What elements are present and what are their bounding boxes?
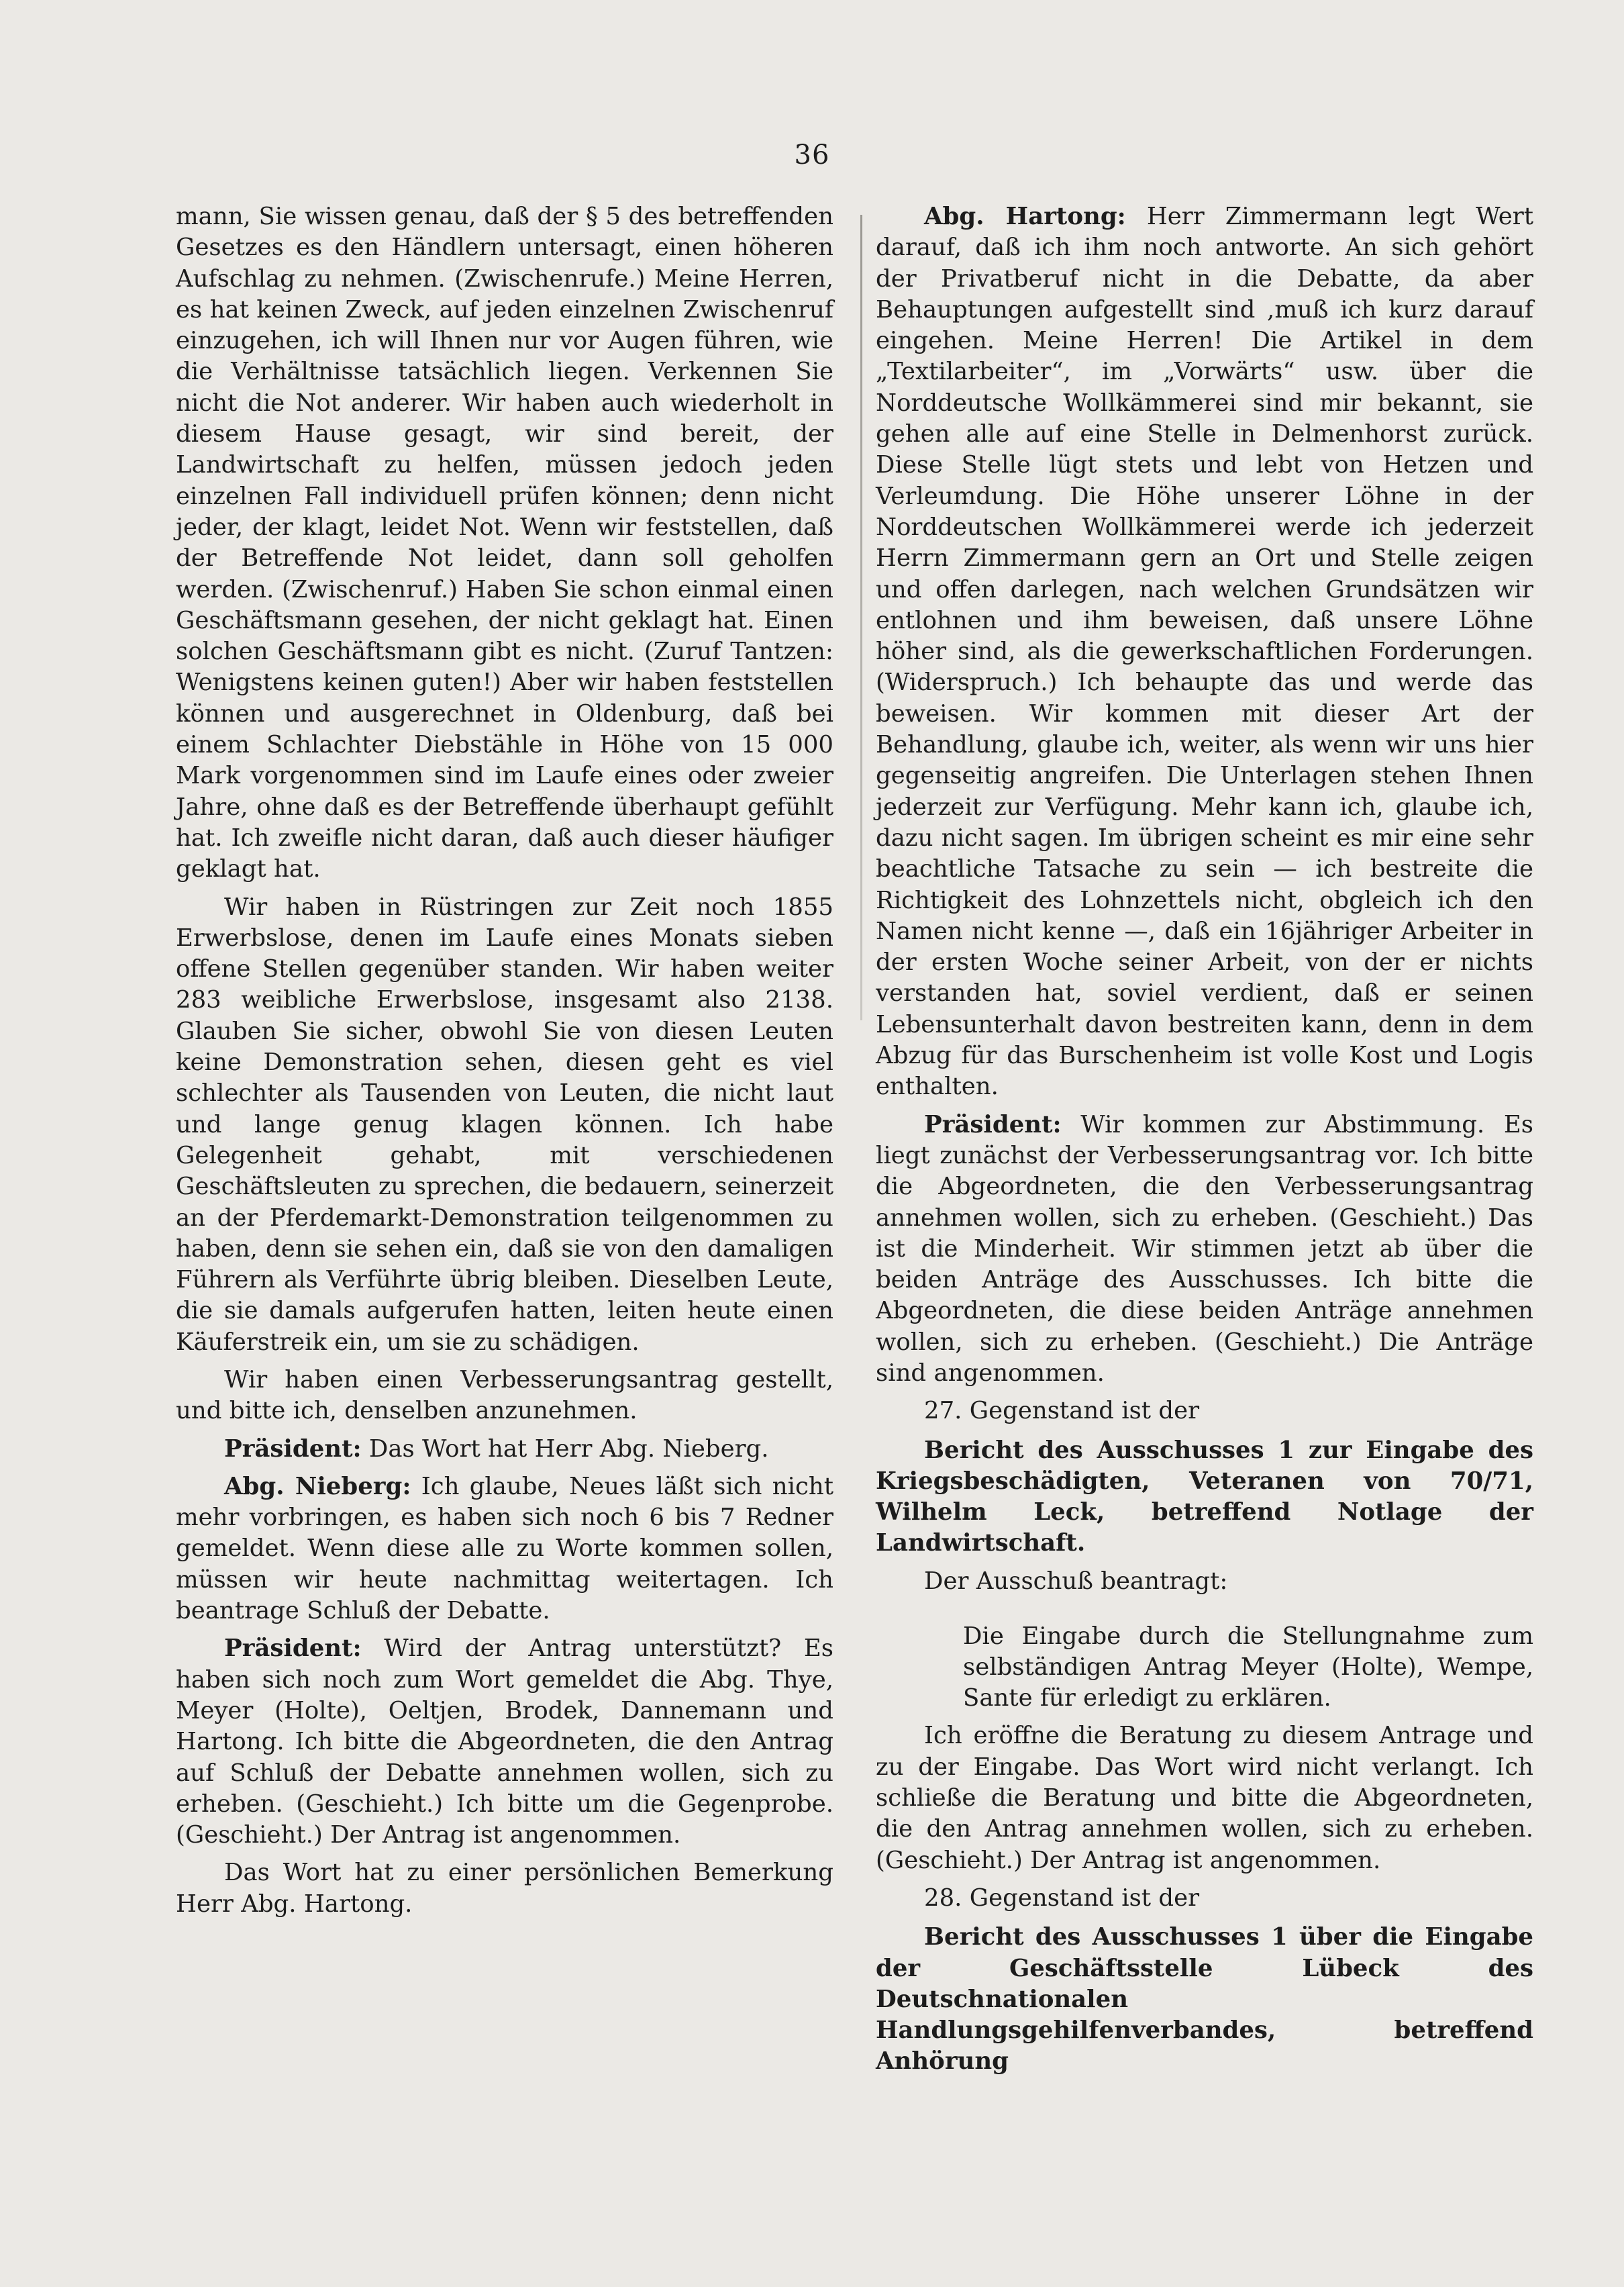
agenda-item: 27. Gegenstand ist der — [924, 1397, 1200, 1425]
motion-quote: Die Eingabe durch die Stellungnahme zum selbständigen Antrag Meyer (Holte), Wempe, Sante für erledigt zu erklären. — [963, 1622, 1533, 1712]
speaker-label: Präsident: — [224, 1434, 362, 1463]
paragraph: Ich eröffne die Beratung zu diesem Antrage und zu der Eingabe. Das Wort wird nicht verlangt. Ich schließe die Beratung und bitte die Abgeordneten, die den Antrag annehmen wollen, sich zu erheben. (Geschieht.) Der Antrag ist angenommen. — [876, 1722, 1533, 1874]
speech-paragraph: Präsident: Wird der Antrag unterstützt? Es haben sich noch zum Wort gemeldet die Abg. Thye, Meyer (Holte), Oeltjen, Brodek, Dannemann und Hartong. Ich bitte die Abgeordneten, die den Antrag auf Schluß der Debatte annehmen wollen, sich zu erheben. (Geschieht.) Ich bitte um die Gegenprobe. (Geschieht.) Der Antrag ist angenommen. — [176, 1635, 833, 1849]
paragraph: Das Wort hat zu einer persönlichen Bemerkung Herr Abg. Hartong. — [176, 1859, 833, 1918]
speech-paragraph: Abg. Hartong: Herr Zimmermann legt Wert darauf, daß ich ihm noch antworte. An sich gehört der Privatberuf nicht in die Debatte, da aber Behauptungen aufgestellt sind ,muß ich kurz darauf eingehen. Meine Herren! Die Artikel in dem „Textilarbeiter“, im „Vorwärts“ usw. über die Norddeutsche Wollkämmerei sind mir bekannt, sie gehen alle auf eine Stelle in Delmenhorst zurück. Diese Stelle lügt stets und lebt von Hetzen und Verleumdung. Die Höhe unserer Löhne in der Norddeutschen Wollkämmerei werde ich jederzeit Herrn Zimmermann gern an Ort und Stelle zeigen und offen darlegen, nach welchen Grundsätzen wir entlohnen und ihm beweisen, daß unsere Löhne höher sind, als die gewerkschaftlichen Forderungen. (Widerspruch.) Ich behaupte das und werde das beweisen. Wir kommen mit dieser Art der Behandlung, glaube ich, weiter, als wenn wir uns hier gegenseitig angreifen. Die Unterlagen stehen Ihnen jederzeit zur Verfügung. Mehr kann ich, glaube ich, dazu nicht sagen. Im übrigen scheint es mir eine sehr beachtliche Tatsache zu sein — ich bestreite die Richtigkeit des Lohnzettels nicht, obgleich ich den Namen nicht kenne —, daß ein 16jähriger Arbeiter in der ersten Woche seiner Arbeit, von der er nichts verstanden hat, soviel verdient, daß er seinen Lebensunterhalt davon bestreiten kann, denn in dem Abzug für das Burschenheim ist volle Kost und Logis enthalten. — [876, 203, 1533, 1101]
agenda-heading: Bericht des Ausschusses 1 über die Eingabe der Geschäftsstelle Lübeck des Deutschnationalen Handlungsgehilfenverbandes, betreffend Anhörung — [876, 1923, 1533, 2076]
paragraph: mann, Sie wissen genau, daß der § 5 des betreffenden Gesetzes es den Händlern untersagt, einen höheren Aufschlag zu nehmen. (Zwischenrufe.) Meine Herren, es hat keinen Zweck, auf jeden einzelnen Zwischenruf einzugehen, ich will Ihnen nur vor Augen führen, wie die Verhältnisse tatsächlich liegen. Verkennen Sie nicht die Not anderer. Wir haben auch wiederholt in diesem Hause gesagt, wir sind bereit, der Landwirtschaft zu helfen, müssen jedoch jeden einzelnen Fall individuell prüfen können; denn nicht jeder, der klagt, leidet Not. Wenn wir feststellen, daß der Betreffende Not leidet, dann soll geholfen werden. (Zwischenruf.) Haben Sie schon einmal einen Geschäftsmann gesehen, der nicht geklagt hat. Einen solchen Geschäftsmann gibt es nicht. (Zuruf Tantzen: Wenigstens keinen guten!) Aber wir haben feststellen können und ausgerechnet in Oldenburg, daß bei einem Schlachter Diebstähle in Höhe von 15 000 Mark vorgenommen sind im Laufe eines oder zweier Jahre, ohne daß es der Betreffende überhaupt gefühlt hat. Ich zweifle nicht daran, daß auch dieser häufiger geklagt hat. — [176, 203, 833, 883]
speaker-label: Präsident: — [924, 1110, 1062, 1138]
agenda-item: 28. Gegenstand ist der — [924, 1884, 1200, 1912]
paragraph: Der Ausschuß beantragt: — [924, 1567, 1228, 1595]
left-column — [176, 201, 833, 1927]
speech-paragraph: Präsident: Wir kommen zur Abstimmung. Es liegt zunächst der Verbesserungsantrag vor. Ich bitte die Abgeordneten, die den Verbesserungsantrag annehmen wollen, sich zu erheben. (Geschieht.) Das ist die Minderheit. Wir stimmen jetzt ab über die beiden Anträge des Ausschusses. Ich bitte die Abgeordneten, die diese beiden Anträge annehmen wollen, sich zu erheben. (Geschieht.) Die Anträge sind angenommen. — [876, 1110, 1533, 1387]
speaker-label: Abg. Nieberg: — [224, 1472, 411, 1500]
column-divider — [860, 215, 862, 1020]
speaker-label: Abg. Hartong: — [924, 203, 1126, 230]
speech-paragraph: Präsident: Das Wort hat Herr Abg. Nieberg. — [224, 1434, 769, 1463]
paragraph: Wir haben in Rüstringen zur Zeit noch 1855 Erwerbslose, denen im Laufe eines Monats sieben offene Stellen gegenüber standen. Wir haben weiter 283 weibliche Erwerbslose, insgesamt also 2138. Glauben Sie sicher, obwohl Sie von diesen Leuten keine Demonstration sehen, diesen geht es viel schlechter als Tausenden von Leuten, die nicht laut und lange genug klagen können. Ich habe Gelegenheit gehabt, mit verschiedenen Geschäftsleuten zu sprechen, die bedauern, seinerzeit an der Pferdemarkt-Demonstration teilgenommen zu haben, denn sie sehen ein, daß sie von den damaligen Führern als Verführte übrig bleiben. Dieselben Leute, die sie damals aufgerufen hatten, leiten heute einen Käuferstreik ein, um sie zu schädigen. — [176, 893, 833, 1356]
page-number: 36 — [794, 140, 830, 171]
speaker-label: Präsident: — [224, 1635, 362, 1663]
agenda-heading: Bericht des Ausschusses 1 zur Eingabe des Kriegsbeschädigten, Veteranen von 70/71, Wilhelm Leck, betreffend Notlage der Landwirtschaft. — [876, 1436, 1533, 1557]
speech-paragraph: Abg. Nieberg: Ich glaube, Neues läßt sich nicht mehr vorbringen, es haben sich noch 6 bis 7 Redner gemeldet. Wenn diese alle zu Worte kommen sollen, müssen wir heute nachmittag weitertagen. Ich beantrage Schluß der Debatte. — [176, 1472, 833, 1625]
right-column — [876, 201, 1533, 2084]
paragraph: Wir haben einen Verbesserungsantrag gestellt, und bitte ich, denselben anzunehmen. — [176, 1365, 833, 1425]
